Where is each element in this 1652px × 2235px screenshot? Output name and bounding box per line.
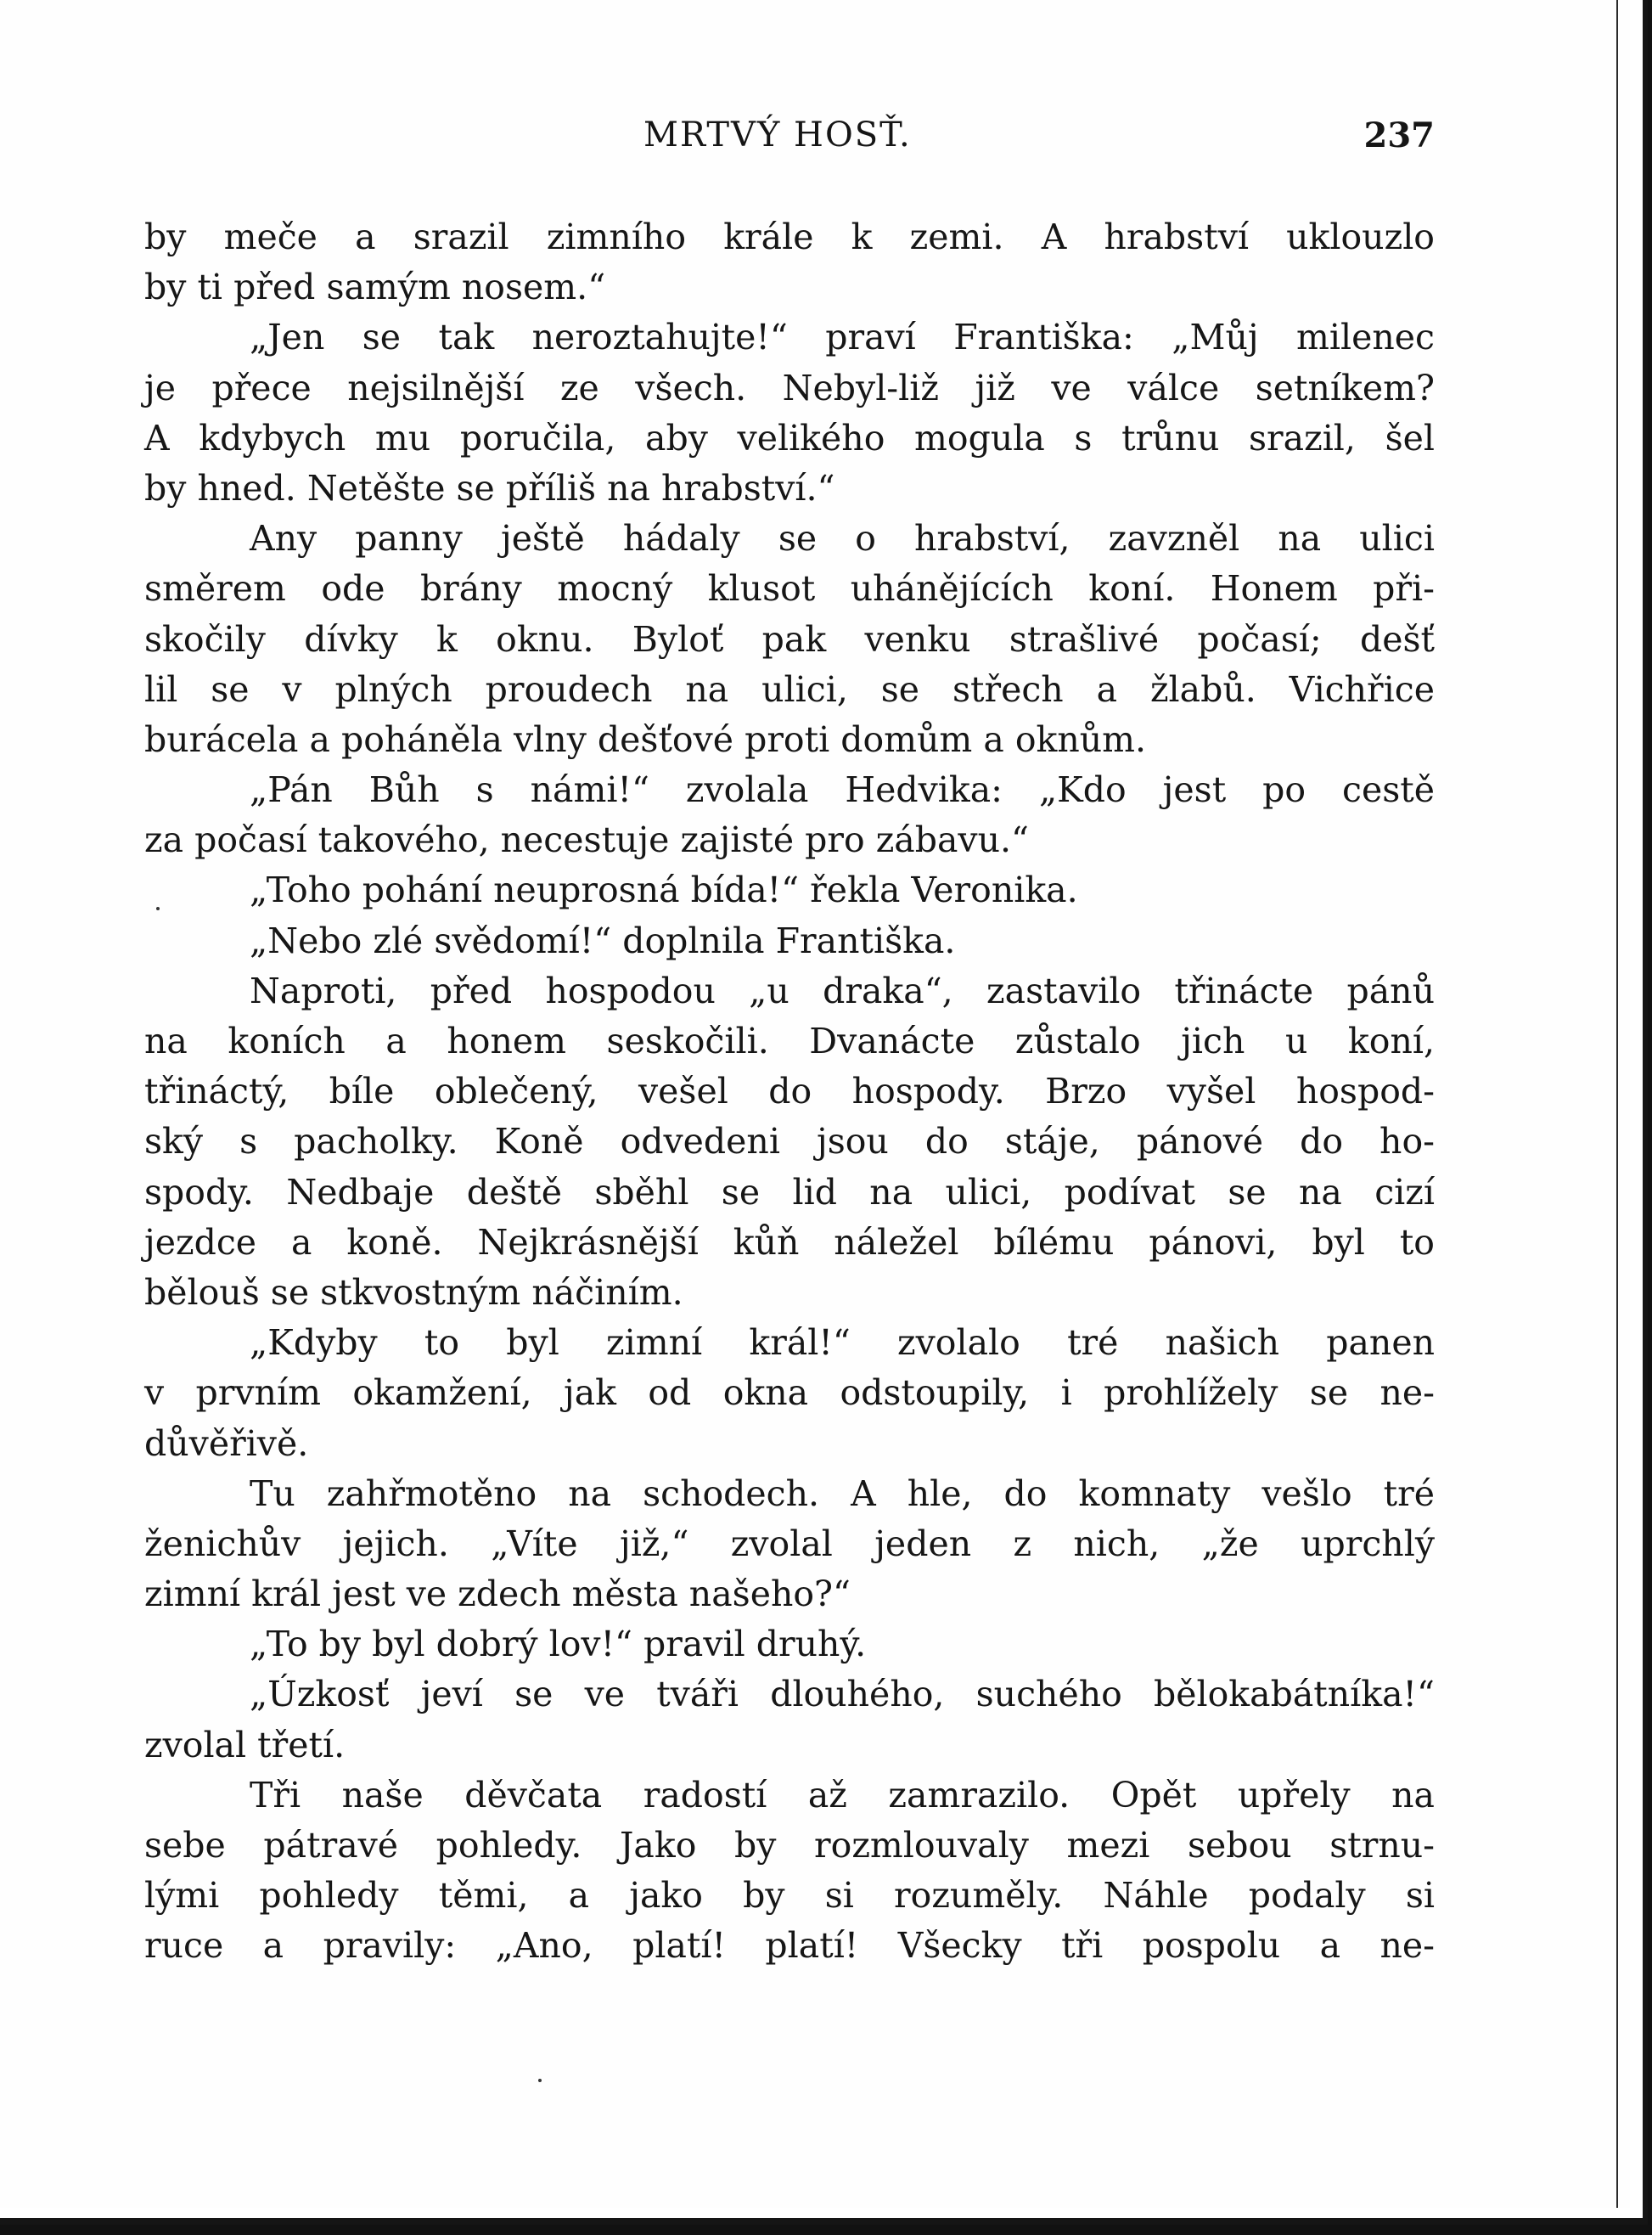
text-line: třináctý, bíle oblečený, vešel do hospody. Brzo vyšel hospod- (144, 1071, 1435, 1112)
scan-speck (156, 907, 160, 910)
text-line: burácela a poháněla vlny dešťové proti domům a oknům. (144, 718, 1147, 760)
text-line: „To by byl dobrý lov!“ pravil druhý. (250, 1624, 867, 1665)
scan-speck (538, 2079, 542, 2082)
text-line: v prvním okamžení, jak od okna odstoupily, i prohlížely se ne- (144, 1372, 1435, 1414)
text-line: zimní král jest ve zdech města našeho?“ (144, 1574, 851, 1615)
text-line: Any panny ještě hádaly se o hrabství, zavzněl na ulici (250, 518, 1435, 560)
text-line: „Pán Bůh s námi!“ zvolala Hedvika: „Kdo jest po cestě (250, 769, 1435, 811)
text-line: „Jen se tak neroztahujte!“ praví Františka: „Můj milenec (250, 317, 1435, 358)
text-line: důvěřivě. (144, 1422, 309, 1464)
text-line: „Toho pohání neuprosná bída!“ řekla Veronika. (250, 870, 1078, 911)
text-line: „Kdyby to byl zimní král!“ zvolalo tré našich panen (250, 1322, 1435, 1364)
text-line: ský s pacholky. Koně odvedeni jsou do stáje, pánové do ho- (144, 1121, 1435, 1163)
text-line: by hned. Netěšte se příliš na hrabství.“ (144, 467, 835, 509)
text-line: Naproti, před hospodou „u draka“, zastavilo třinácte pánů (250, 970, 1435, 1011)
text-line: směrem ode brány mocný klusot uhánějících koní. Honem při- (144, 568, 1435, 610)
body-text (144, 212, 1435, 1972)
text-line: lil se v plných proudech na ulici, se střech a žlabů. Vichřice (144, 668, 1435, 710)
scan-edge-line (1616, 0, 1618, 2208)
text-line: jezdce a koně. Nejkrásnější kůň náležel bílému pánovi, byl to (144, 1221, 1435, 1263)
text-line: ruce a pravily: „Ano, platí! platí! Všecky tři pospolu a ne- (144, 1925, 1435, 1967)
text-line: na koních a honem seskočili. Dvanácte zůstalo jich u koní, (144, 1021, 1435, 1061)
text-line: bělouš se stkvostným náčiním. (144, 1271, 683, 1313)
text-line: Tu zahřmotěno na schodech. A hle, do komnaty vešlo tré (250, 1472, 1435, 1514)
text-line: „Nebo zlé svědomí!“ doplnila Františka. (250, 920, 956, 961)
running-title: MRTVÝ HOSŤ. (643, 115, 912, 155)
text-line: spody. Nedbaje deště sběhl se lid na ulici, podívat se na cizí (144, 1171, 1435, 1213)
text-line: zvolal třetí. (144, 1724, 346, 1765)
text-line: ženichův jejich. „Víte již,“ zvolal jeden z nich, „že uprchlý (144, 1523, 1435, 1564)
text-line: „Úzkosť jeví se ve tváři dlouhého, suchého bělokabátníka!“ (250, 1674, 1435, 1715)
text-line: sebe pátravé pohledy. Jako by rozmlouvaly mezi sebou strnu- (144, 1825, 1435, 1866)
text-line: by ti před samým nosem.“ (144, 267, 606, 308)
text-line: Tři naše děvčata radostí až zamrazilo. Opět upřely na (250, 1774, 1435, 1816)
text-line: A kdybych mu poručila, aby velikého mogula s trůnu srazil, šel (144, 417, 1435, 459)
running-header (144, 115, 1435, 166)
text-line: lými pohledy těmi, a jako by si rozuměly. Náhle podaly si (144, 1875, 1435, 1917)
page-number: 237 (1363, 115, 1435, 155)
text-line: za počasí takového, necestuje zajisté pro zábavu.“ (144, 819, 1029, 861)
text-line: skočily dívky k oknu. Byloť pak venku strašlivé počasí; dešť (144, 618, 1435, 660)
text-line: je přece nejsilnější ze všech. Nebyl-liž již ve válce setníkem? (144, 367, 1435, 408)
text-line: by meče a srazil zimního krále k zemi. A hrabství uklouzlo (144, 217, 1435, 257)
